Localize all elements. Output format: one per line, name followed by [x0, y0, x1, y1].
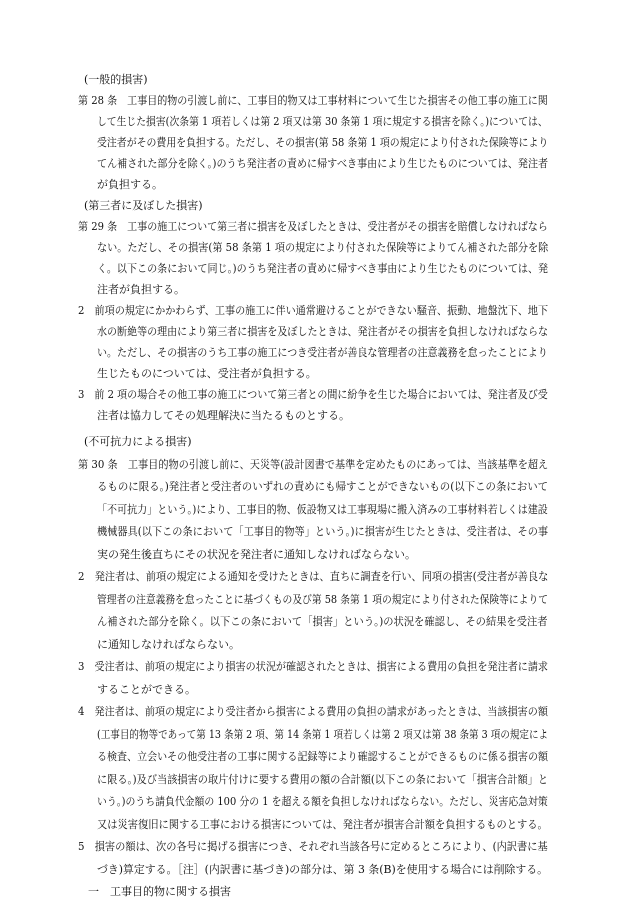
section-heading: (第三者に及ぼした損害) — [84, 199, 203, 212]
article-line: 「不可抗力」という。)により、工事目的物、仮設物又は工事現場に搬入済みの工事材料若しくは建設 — [97, 502, 548, 516]
paragraph-line: る検査、立会いその他受注者の工事に関する記録等により確認することができるものに係る損害の額 — [97, 750, 548, 763]
article-line: く。以下この条において同じ。)のうち発注者の責めに帰すべき事由により生じたものについては、発 — [97, 262, 549, 275]
article-line: 機械器具(以下この条において「工事目的物等」という。)に損害が生じたときは、受注者は、その事 — [97, 525, 549, 538]
section-heading: (不可抗力による損害) — [84, 435, 192, 448]
paragraph-line: 4 発注者は、前項の規定により受注者から損害による費用の負担の請求があったときは、当該損害の額 — [78, 705, 548, 718]
article-line: ない。ただし、その損害(第 58 条第 1 項の規定により付された保険等によりてん補された部分を除 — [97, 241, 549, 254]
article-line: 実の発生後直ちにその状況を発注者に通知しなければならない。 — [97, 547, 416, 561]
paragraph-line: 又は災害復旧に関する工事における損害については、発注者が損害合計額を負担するものとする。 — [97, 817, 548, 831]
paragraph-line: い。ただし、その損害のうち工事の施工につき受注者が善良な管理者の注意義務を怠ったことにより — [97, 346, 548, 359]
paragraph-line: することができる。 — [97, 682, 196, 696]
article-line: 第 30 条 工事目的物の引渡し前に、天災等(設計図書で基準を定めたものにあっては、当該基準を超え — [78, 457, 549, 471]
article-line: 受注者がその費用を負担する。ただし、その損害(第 58 条第 1 項の規定により付された保険等により — [97, 136, 549, 149]
article-line: 注者が負担する。 — [97, 283, 185, 296]
paragraph-line: 3 受注者は、前項の規定により損害の状況が確認されたときは、損害による費用の負担を発注者に請求 — [78, 660, 549, 673]
paragraph-line: (工事目的物等であって第 13 条第 2 項、第 14 条第 1 項若しくは第 2 項又は第 38 条第 3 項の規定によ — [97, 727, 549, 741]
article-line: して生じた損害(次条第 1 項若しくは第 2 項又は第 30 条第 1 項に規定する損害を除く。)については、 — [97, 115, 548, 128]
paragraph-line: 生じたものについては、受注者が負担する。 — [97, 367, 317, 380]
paragraph-line: に限る。)及び当該損害の取片付けに要する費用の額の合計額(以下この条において「損害合計額」と — [97, 772, 549, 786]
paragraph-line: づき)算定する。［注］(内訳書に基づき)の部分は、第 3 条(B)を使用する場合には削除する。 — [97, 862, 549, 876]
article-line: るものに限る。)発注者と受注者のいずれの責めにも帰すことができないもの(以下この条において — [97, 480, 549, 493]
article-line: 第 28 条 工事目的物の引渡し前に、工事目的物又は工事材料について生じた損害その他工事の施工に関 — [78, 94, 548, 107]
paragraph-line: 2 発注者は、前項の規定による通知を受けたときは、直ちに調査を行い、同項の損害(受注者が善良な — [78, 570, 549, 583]
paragraph-line: 注者は協力してその処理解決に当たるものとする。 — [97, 409, 350, 422]
paragraph-line: 2 前項の規定にかかわらず、工事の施工に伴い通常避けることができない騒音、振動、地盤沈下、地下 — [78, 304, 549, 317]
paragraph-line: ん補された部分を除く。以下この条において「損害」という。)の状況を確認し、その結果を受注者 — [97, 615, 548, 628]
paragraph-line: 一 工事目的物に関する損害 — [88, 885, 231, 898]
section-heading: (一般的損害) — [84, 73, 148, 86]
paragraph-line: に通知しなければならない。 — [97, 637, 240, 651]
paragraph-line: 水の断絶等の理由により第三者に損害を及ぼしたときは、発注者がその損害を負担しなければならな — [97, 325, 548, 338]
paragraph-line: 管理者の注意義務を怠ったことに基づくもの及び第 58 条第 1 項の規定により付された保険等によりて — [97, 592, 548, 606]
paragraph-line: いう。)のうち請負代金額の 100 分の 1 を超える額を負担しなければならない。ただし、災害応急対策 — [97, 795, 548, 808]
paragraph-line: 5 損害の額は、次の各号に掲げる損害につき、それぞれ当該各号に定めるところにより、(内訳書に基 — [78, 840, 548, 853]
article-line: てん補された部分を除く。)のうち発注者の責めに帰すべき事由により生じたものについては、発注者 — [97, 157, 549, 170]
paragraph-line: 3 前 2 項の場合その他工事の施工について第三者との間に紛争を生じた場合においては、発注者及び受 — [78, 388, 548, 401]
article-line: 第 29 条 工事の施工について第三者に損害を及ぼしたときは、受注者がその損害を賠償しなければなら — [78, 220, 548, 233]
article-line: が負担する。 — [97, 178, 163, 191]
